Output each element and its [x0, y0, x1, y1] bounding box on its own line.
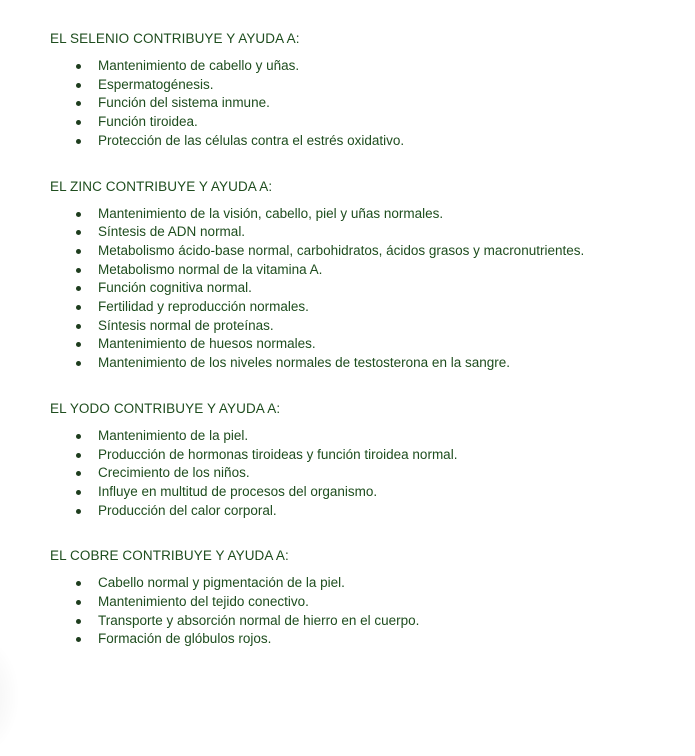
list-item-text: Metabolismo normal de la vitamina A. — [98, 261, 323, 277]
list-item-text: Función del sistema inmune. — [98, 95, 270, 111]
list-item-text: Función tiroidea. — [98, 114, 198, 130]
list-item — [50, 279, 680, 298]
bullet-icon — [76, 83, 81, 88]
list-item — [50, 317, 680, 336]
list-item-text: Mantenimiento de los niveles normales de testosterona en la sangre. — [98, 355, 510, 371]
benefits-list — [50, 205, 680, 373]
bullet-icon — [76, 453, 81, 458]
bullet-icon — [76, 637, 81, 642]
document-content — [50, 30, 680, 649]
section-title: EL SELENIO CONTRIBUYE Y AYUDA A: — [50, 31, 300, 46]
bullet-icon — [76, 600, 81, 605]
list-item-text: Mantenimiento del tejido conectivo. — [98, 594, 309, 610]
list-item-text: Espermatogénesis. — [98, 76, 214, 92]
benefits-list — [50, 427, 680, 521]
bullet-icon — [76, 120, 81, 125]
list-item-text: Formación de glóbulos rojos. — [98, 631, 272, 647]
list-item — [50, 574, 680, 593]
copper-section — [50, 547, 680, 649]
list-item-text: Transporte y absorción normal de hierro en el cuerpo. — [98, 612, 420, 628]
list-item-text: Mantenimiento de la piel. — [98, 427, 249, 443]
benefits-list — [50, 574, 680, 649]
bullet-icon — [76, 342, 81, 347]
list-item — [50, 132, 680, 151]
bullet-icon — [76, 230, 81, 235]
selenium-section — [50, 30, 680, 151]
list-item — [50, 593, 680, 612]
list-item — [50, 113, 680, 132]
list-item — [50, 261, 680, 280]
list-item-text: Mantenimiento de cabello y uñas. — [98, 58, 300, 73]
list-item-text: Cabello normal y pigmentación de la piel. — [98, 575, 345, 591]
list-item — [50, 57, 680, 76]
section-title: EL YODO CONTRIBUYE Y AYUDA A: — [50, 400, 281, 416]
bullet-icon — [76, 64, 81, 69]
bullet-icon — [76, 212, 81, 217]
list-item — [50, 354, 680, 373]
list-item-text: Mantenimiento de la visión, cabello, piel y uñas normales. — [98, 205, 444, 221]
bullet-icon — [76, 249, 81, 254]
list-item-text: Producción del calor corporal. — [98, 502, 277, 518]
bullet-icon — [76, 324, 81, 329]
list-item — [50, 298, 680, 317]
bullet-icon — [76, 101, 81, 106]
bullet-icon — [76, 490, 81, 495]
list-item-text: Función cognitiva normal. — [98, 280, 252, 296]
list-item-text: Producción de hormonas tiroideas y función tiroidea normal. — [98, 446, 458, 462]
bullet-icon — [76, 434, 81, 439]
list-item — [50, 94, 680, 113]
list-item — [50, 502, 680, 521]
list-item-text: Protección de las células contra el estrés oxidativo. — [98, 132, 405, 148]
list-item — [50, 630, 680, 649]
bullet-icon — [76, 509, 81, 514]
list-item-text: Síntesis normal de proteínas. — [98, 317, 274, 333]
list-item-text: Fertilidad y reproducción normales. — [98, 299, 309, 315]
bullet-icon — [76, 268, 81, 273]
list-item-text: Crecimiento de los niños. — [98, 465, 250, 481]
bullet-icon — [76, 286, 81, 291]
list-item-text: Influye en multitud de procesos del organismo. — [98, 483, 378, 499]
section-title: EL COBRE CONTRIBUYE Y AYUDA A: — [50, 548, 289, 564]
iodine-section — [50, 400, 680, 521]
list-item-text: Metabolismo ácido-base normal, carbohidratos, ácidos grasos y macronutrientes. — [98, 242, 585, 258]
benefits-list — [50, 57, 680, 151]
list-item-text: Mantenimiento de huesos normales. — [98, 336, 316, 352]
zinc-section — [50, 178, 680, 373]
page-shadow — [0, 636, 20, 756]
bullet-icon — [76, 581, 81, 586]
list-item-text: Síntesis de ADN normal. — [98, 224, 246, 240]
list-item — [50, 427, 680, 446]
bullet-icon — [76, 361, 81, 366]
list-item — [50, 483, 680, 502]
list-item — [50, 612, 680, 631]
list-item — [50, 242, 680, 261]
section-title: EL ZINC CONTRIBUYE Y AYUDA A: — [50, 178, 273, 194]
bullet-icon — [76, 139, 81, 144]
bullet-icon — [76, 305, 81, 310]
list-item — [50, 446, 680, 465]
list-item — [50, 205, 680, 224]
bullet-icon — [76, 471, 81, 476]
bullet-icon — [76, 619, 81, 624]
list-item — [50, 76, 680, 95]
list-item — [50, 223, 680, 242]
list-item — [50, 335, 680, 354]
list-item — [50, 464, 680, 483]
